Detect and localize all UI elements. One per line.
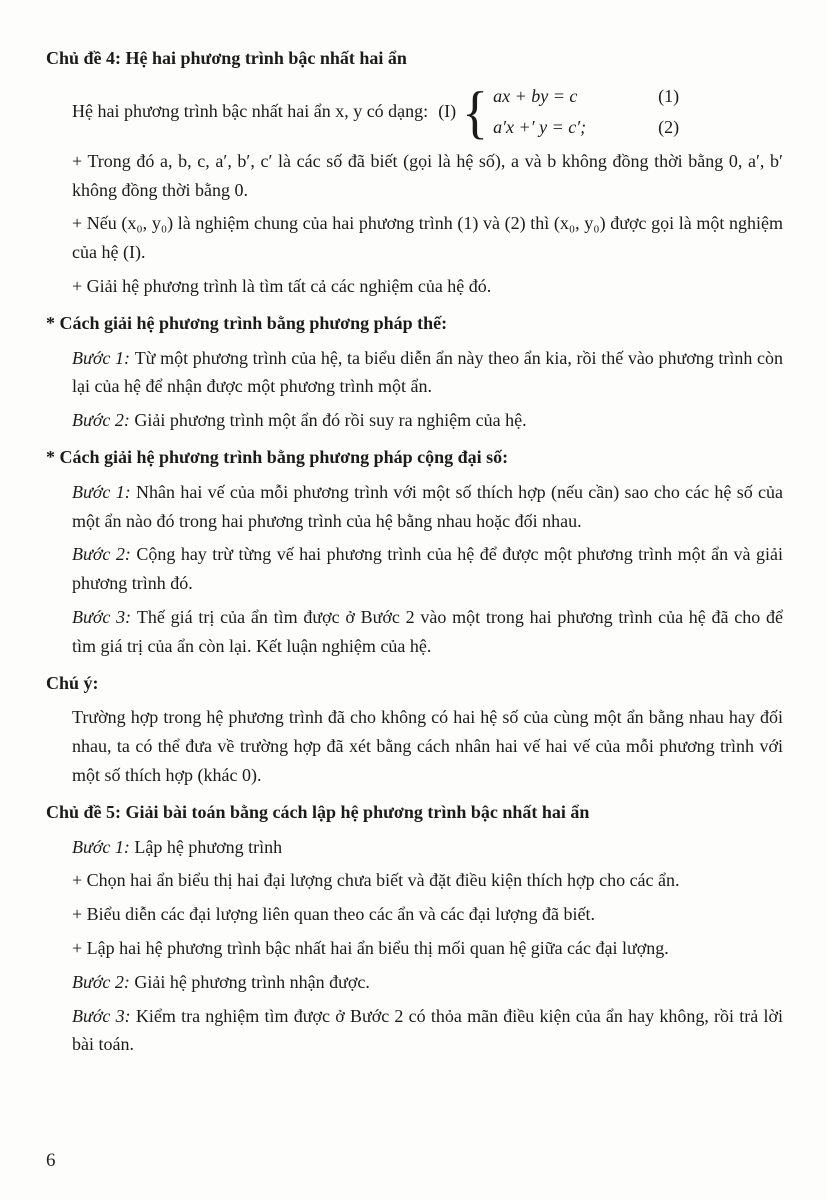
equation-2-tag: (2): [658, 117, 680, 138]
equation-row-1: [493, 82, 679, 111]
section-heading-substitution-method: * Cách giải hệ phương trình bằng phương pháp thế:: [46, 312, 448, 333]
step-text: Nhân hai vế của mỗi phương trình với một số thích hợp (nếu cần) sao cho các hệ số của một ẩn nào đó trong hai phương trình của hệ bằng nhau hoặc đối nhau.: [72, 481, 784, 531]
equation-1-tag: (1): [658, 85, 680, 106]
step-text: Giải hệ phương trình nhận được.: [134, 971, 370, 992]
section-heading-topic-4: Chủ đề 4: Hệ hai phương trình bậc nhất hai ẩn: [46, 48, 407, 68]
equation-1: ax + by = c: [493, 85, 578, 106]
step-label: Bước 2:: [72, 410, 130, 431]
page-number: 6: [46, 1150, 56, 1171]
step-label: Bước 2:: [72, 544, 131, 565]
bullet-paragraph: + Giải hệ phương trình là tìm tất cả các nghiệm của hệ đó.: [72, 275, 492, 296]
equation-system: [438, 79, 680, 145]
step-label: Bước 2:: [72, 971, 130, 992]
section-heading-note: Chú ý:: [46, 672, 99, 693]
curly-brace: {: [462, 79, 489, 145]
step-text: Cộng hay trừ từng vế hai phương trình của hệ để được một phương trình một ẩn và giải phương trình đó.: [72, 544, 783, 594]
bullet-paragraph: + Trong đó a, b, c, a′, b′, c′ là các số đã biết (gọi là hệ số), a và b không đồng thời bằng 0, a′, b′ không đồng thời bằng 0.: [72, 150, 783, 200]
step-paragraph: [72, 968, 783, 997]
step-text: Kiểm tra nghiệm tìm được ở Bước 2 có thỏa mãn điều kiện của ẩn hay không, rồi trả lời bài toán.: [72, 1005, 783, 1055]
step-paragraph: [72, 478, 783, 536]
equation-2: a′x +′ y = c′;: [493, 117, 587, 138]
step-paragraph: [72, 1002, 783, 1060]
step-text: Giải phương trình một ẩn đó rồi suy ra nghiệm của hệ.: [134, 410, 527, 431]
step-text: Lập hệ phương trình: [134, 836, 283, 857]
bullet-paragraph: + Chọn hai ẩn biểu thị hai đại lượng chưa biết và đặt điều kiện thích hợp cho các ẩn.: [72, 870, 680, 891]
step-text: Thế giá trị của ẩn tìm được ở Bước 2 vào một trong hai phương trình của hệ đã cho để tìm giá trị của ẩn còn lại. Kết luận nghiệm của hệ.: [72, 606, 783, 656]
page-content: [46, 36, 783, 1064]
body-paragraph: Trường hợp trong hệ phương trình đã cho không có hai hệ số của cùng một ẩn bằng nhau hay đối nhau, ta có thể đưa về trường hợp đã xét bằng cách nhân hai vế hai vế của mỗi phương trình với một số thích hợp (khác 0).: [72, 707, 783, 785]
step-label: Bước 1:: [72, 347, 131, 368]
intro-line: [72, 79, 783, 145]
section-heading-addition-method: * Cách giải hệ phương trình bằng phương pháp cộng đại số:: [46, 446, 509, 467]
step-paragraph: [72, 603, 783, 661]
step-paragraph: [72, 540, 783, 598]
system-label: (I): [438, 101, 457, 122]
equations: [493, 82, 679, 143]
bullet-paragraph: + Lập hai hệ phương trình bậc nhất hai ẩn biểu thị mối quan hệ giữa các đại lượng.: [72, 937, 669, 958]
step-paragraph: [72, 344, 783, 402]
step-label: Bước 1:: [72, 481, 131, 502]
bullet-paragraph: + Nếu (x₀, y₀) là nghiệm chung của hai phương trình (1) và (2) thì (x₀, y₀) được gọi là một nghiệm của hệ (I).: [72, 213, 783, 263]
equation-row-2: [493, 113, 679, 142]
step-paragraph: [72, 833, 783, 862]
step-label: Bước 1:: [72, 836, 130, 857]
section-heading-topic-5: Chủ đề 5: Giải bài toán bằng cách lập hệ phương trình bậc nhất hai ẩn: [46, 801, 590, 822]
step-text: Từ một phương trình của hệ, ta biểu diễn ẩn này theo ẩn kia, rồi thế vào phương trình còn lại của hệ để nhận được một phương trình một ẩn.: [72, 347, 783, 397]
step-label: Bước 3:: [72, 606, 132, 627]
step-paragraph: [72, 406, 783, 435]
bullet-paragraph: + Biểu diễn các đại lượng liên quan theo các ẩn và các đại lượng đã biết.: [72, 904, 596, 925]
step-label: Bước 3:: [72, 1005, 131, 1026]
intro-text: Hệ hai phương trình bậc nhất hai ẩn x, y có dạng:: [72, 101, 429, 122]
